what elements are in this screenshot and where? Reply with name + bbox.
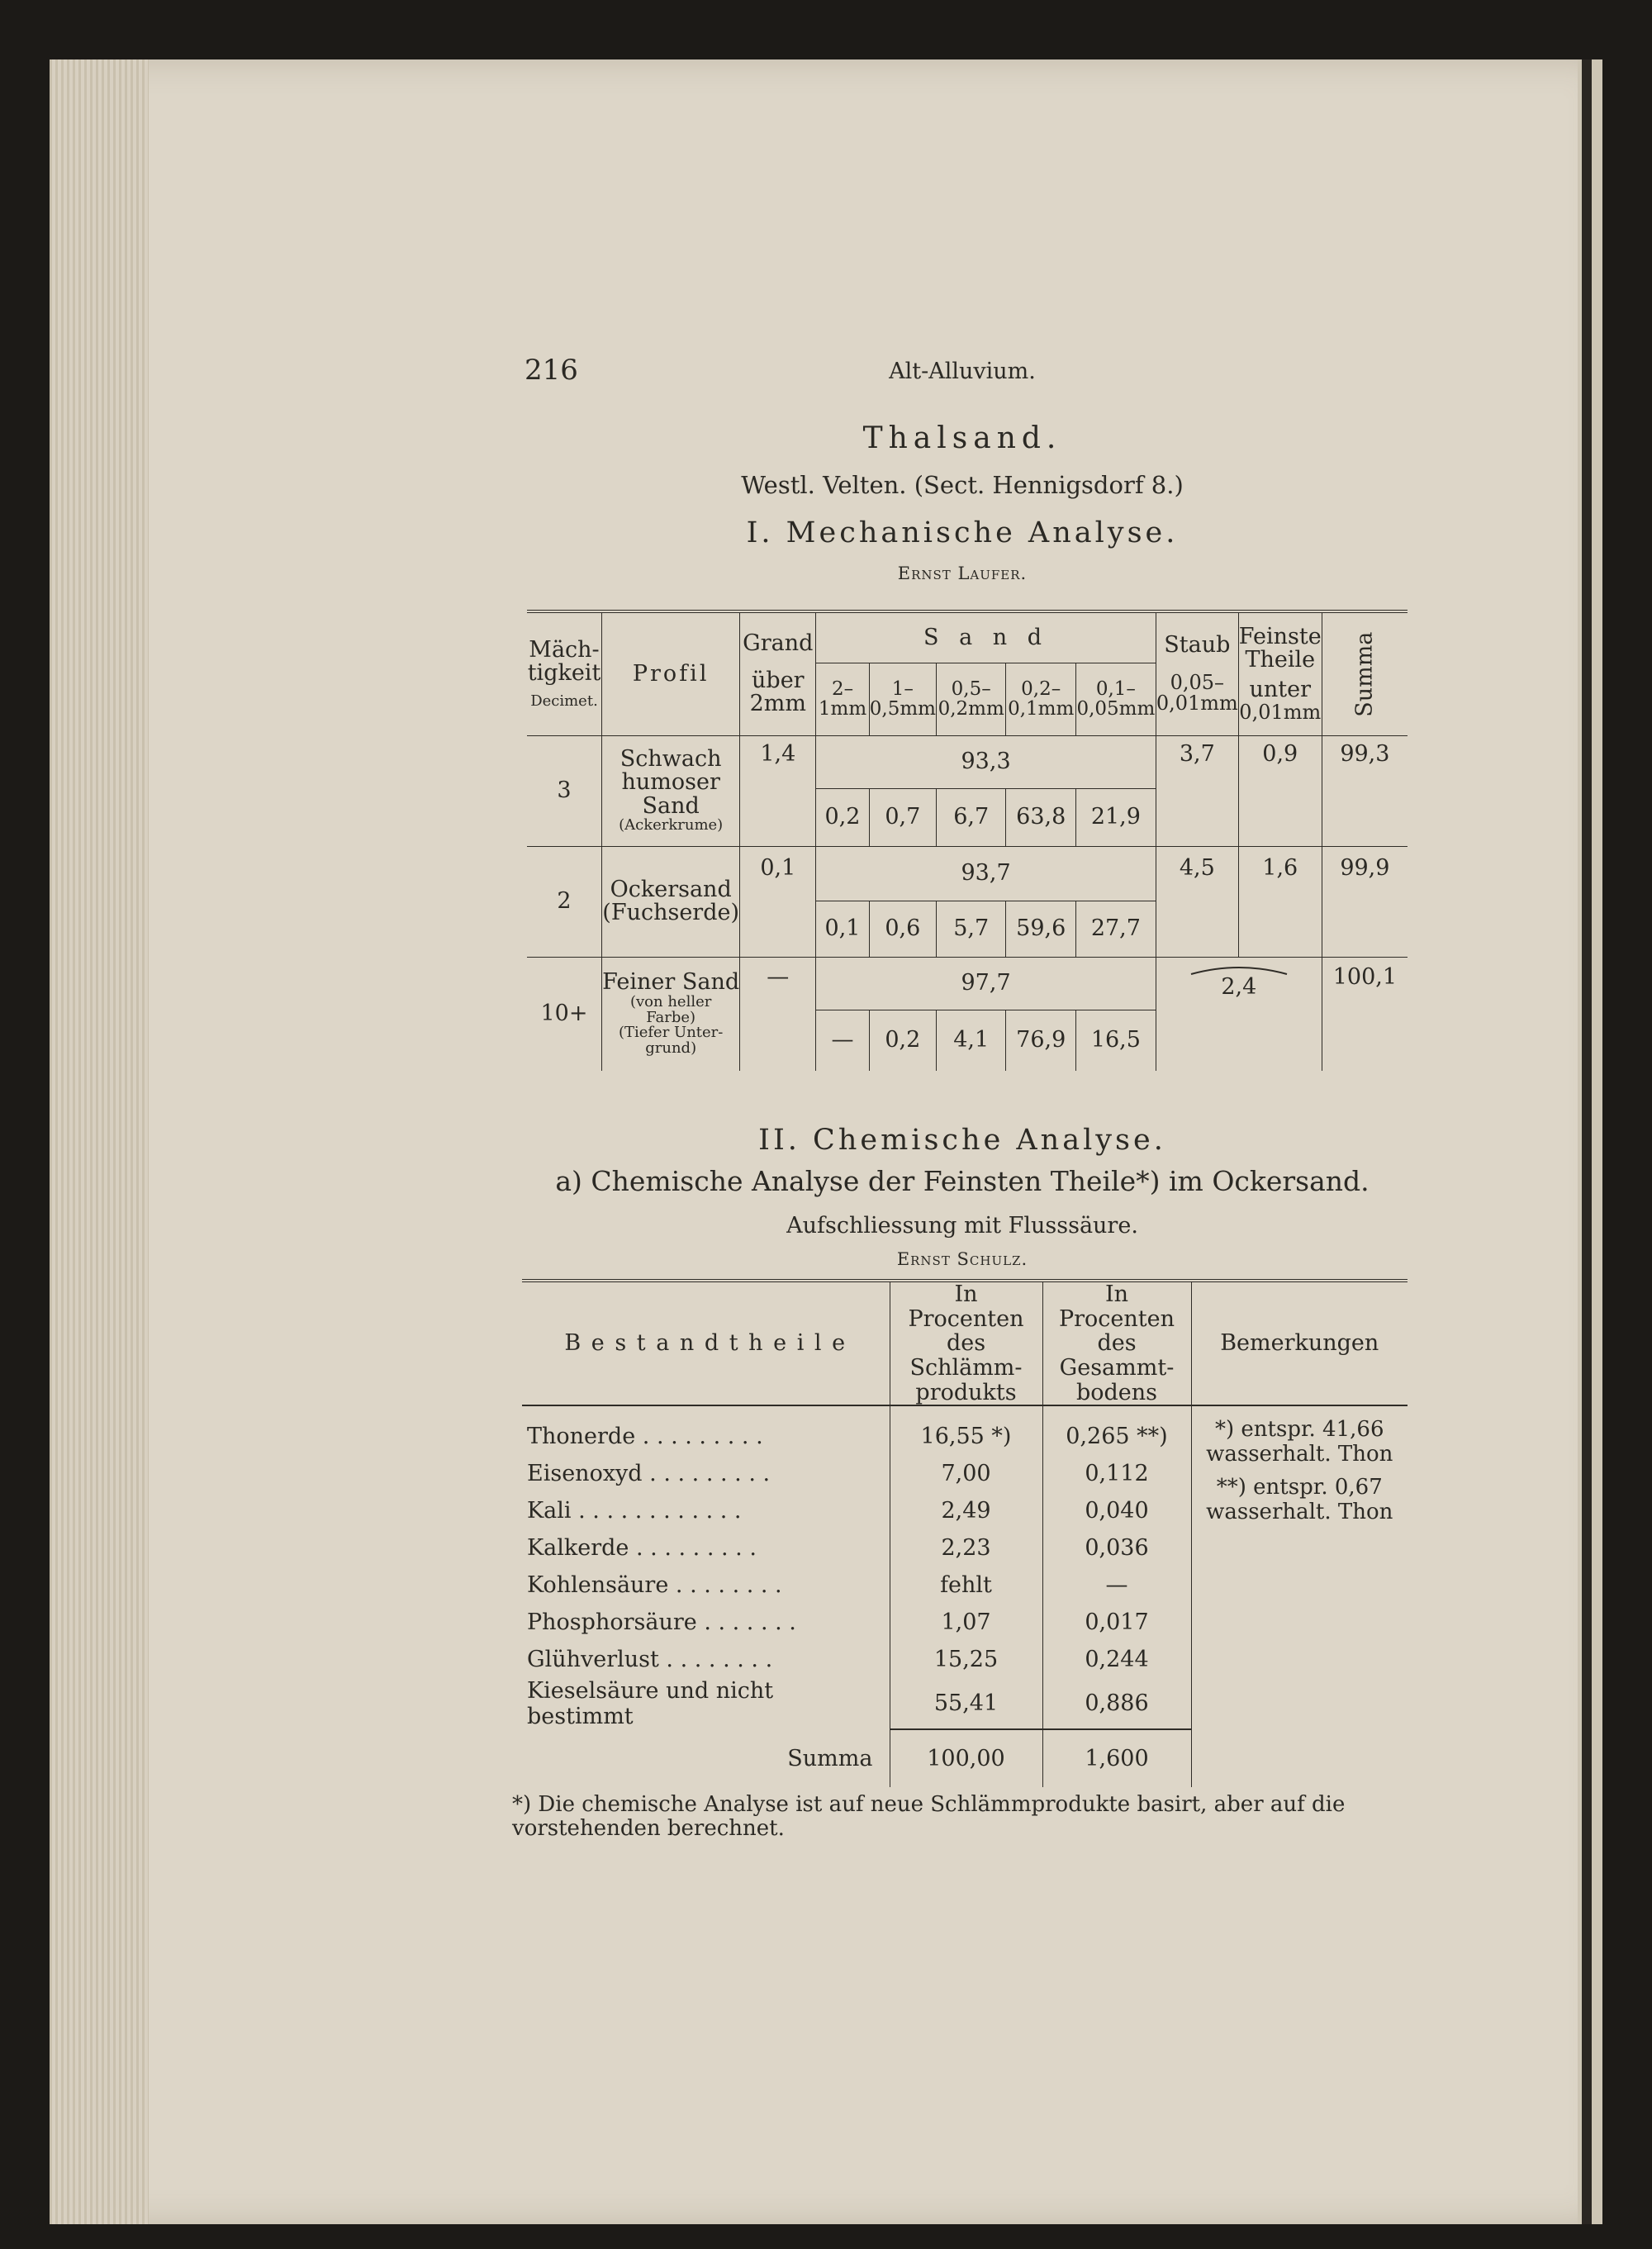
component-name: Kohlensäure . . . . . . . .	[527, 1572, 782, 1599]
sand-part-cell: 16,5	[1075, 1010, 1156, 1071]
header-text: bodens	[1075, 1379, 1158, 1405]
staub-feinste-cell	[1156, 957, 1322, 1071]
sand-col-header: 1–0,5mm	[869, 663, 936, 735]
value-cell: fehlt	[890, 1567, 1042, 1604]
header-unit: Decimet.	[530, 692, 598, 710]
table-row	[522, 1405, 1408, 1455]
header-text: In Procenten	[1058, 1281, 1175, 1332]
footnote: *) Die chemische Analyse ist auf neue Schlämmprodukte basirt, aber auf die vorstehenden berechnet.	[512, 1792, 1346, 1841]
header-text: In Procenten	[908, 1281, 1024, 1332]
component-name: Thonerde . . . . . . . . .	[527, 1424, 763, 1450]
sand-part-cell: 0,2	[869, 1010, 936, 1071]
component-name: Phosphorsäure . . . . . . .	[527, 1609, 796, 1636]
sand-part-cell: 59,6	[1006, 901, 1076, 957]
header-text: Feinste	[1238, 623, 1322, 649]
sand-part-cell: 6,7	[936, 788, 1006, 846]
remark-text: wasserhalt. Thon	[1206, 1442, 1393, 1467]
header-text: produkts	[915, 1379, 1017, 1405]
profile-cell	[602, 735, 740, 846]
chemical-analysis-table	[522, 1279, 1408, 1787]
sand-part-cell: 27,7	[1075, 901, 1156, 957]
profile-note: (von heller	[629, 992, 712, 1010]
remarks-header: Bemerkungen	[1191, 1281, 1408, 1405]
profile-text: Feiner Sand	[602, 969, 740, 996]
section-1-author: Ernst Laufer.	[897, 563, 1028, 583]
profile-note: (Ackerkrume)	[619, 816, 724, 834]
location-line: Westl. Velten. (Sect. Hennigsdorf 8.)	[741, 471, 1184, 499]
summa-cell: 100,1	[1322, 957, 1408, 1071]
value-cell: —	[1042, 1567, 1191, 1604]
table-row	[527, 735, 1408, 788]
running-title: Alt-Alluvium.	[889, 359, 1036, 384]
profile-text: humoser	[621, 769, 720, 796]
header-text: Grand	[743, 630, 814, 657]
header-text: über	[752, 667, 805, 693]
header-text: Mäch-	[529, 636, 600, 663]
sand-part-cell: 4,1	[936, 1010, 1006, 1071]
component-name: Kali . . . . . . . . . . . .	[527, 1498, 742, 1524]
sand-total-cell: 93,7	[816, 846, 1156, 901]
running-header	[512, 347, 1412, 388]
summa-header	[1322, 611, 1408, 735]
table-header-row	[527, 611, 1408, 663]
col1-header	[890, 1281, 1042, 1405]
sand-total-cell: 97,7	[816, 957, 1156, 1010]
header-text: des Schlämm-	[909, 1330, 1023, 1381]
staub-header	[1156, 611, 1238, 735]
header-text: des Gesammt-	[1059, 1330, 1175, 1381]
method-line: Aufschliessung mit Flusssäure.	[786, 1213, 1138, 1239]
value-cell: 0,112	[1042, 1455, 1191, 1492]
sand-part-cell: 63,8	[1006, 788, 1076, 846]
component-name: Glühverlust . . . . . . . .	[527, 1647, 773, 1673]
value-cell: 0,265 **)	[1042, 1405, 1191, 1455]
header-text: Summa	[1351, 631, 1378, 717]
summa-value: 100,00	[890, 1729, 1042, 1787]
value-cell: 7,00	[890, 1455, 1042, 1492]
sand-part-cell: —	[816, 1010, 869, 1071]
value-cell: 0,244	[1042, 1641, 1191, 1678]
header-text: Staub	[1164, 632, 1231, 659]
component-name: Eisenoxyd . . . . . . . . .	[527, 1461, 771, 1487]
sand-total-cell: 93,3	[816, 735, 1156, 788]
remark-text: *) entspr. 41,66	[1214, 1417, 1384, 1443]
table-header-row	[522, 1281, 1408, 1405]
thickness-cell: 10+	[527, 957, 602, 1071]
sand-part-cell: 0,1	[816, 901, 869, 957]
sand-part-cell: 0,6	[869, 901, 936, 957]
profile-text: Sand	[642, 792, 700, 819]
staub-feinste-value: 2,4	[1221, 973, 1257, 1000]
section-2-author: Ernst Schulz.	[896, 1249, 1028, 1269]
remarks-cell	[1191, 1405, 1408, 1787]
staub-cell: 3,7	[1156, 735, 1238, 846]
grand-cell: 0,1	[740, 846, 816, 957]
value-cell: 0,036	[1042, 1529, 1191, 1567]
thickness-cell: 3	[527, 735, 602, 846]
sand-col-header: 0,1–0,05mm	[1075, 663, 1156, 735]
feinste-cell: 1,6	[1238, 846, 1322, 957]
staub-cell: 4,5	[1156, 846, 1238, 957]
header-text: 0,05–0,01mm	[1156, 670, 1238, 715]
value-cell: 1,07	[890, 1604, 1042, 1641]
header-text: 0,01mm	[1239, 700, 1322, 724]
value-cell: 0,040	[1042, 1492, 1191, 1529]
profile-text: Ockersand	[610, 876, 732, 902]
summa-cell: 99,9	[1322, 846, 1408, 957]
grand-cell: —	[740, 957, 816, 1071]
section-2-subtitle: a) Chemische Analyse der Feinsten Theile*) im Ockersand.	[555, 1165, 1370, 1197]
profile-text: Schwach	[620, 746, 722, 773]
feinste-cell: 0,9	[1238, 735, 1322, 846]
page-edges	[50, 59, 149, 2224]
sand-header: S a n d	[816, 611, 1156, 663]
profile-cell	[602, 957, 740, 1071]
value-cell: 2,23	[890, 1529, 1042, 1567]
value-cell: 0,886	[1042, 1678, 1191, 1729]
value-cell: 0,017	[1042, 1604, 1191, 1641]
book-gutter	[1582, 59, 1592, 2224]
header-text: unter	[1249, 677, 1312, 703]
summa-label: Summa	[787, 1745, 873, 1771]
section-1-title: I. Mechanische Analyse.	[746, 516, 1179, 549]
thickness-header	[527, 611, 602, 735]
section-2-title: II. Chemische Analyse.	[758, 1124, 1166, 1157]
component-name: Kalkerde . . . . . . . . .	[527, 1535, 757, 1562]
grand-header	[740, 611, 816, 735]
profile-header: Profil	[602, 611, 740, 735]
profile-note: Farbe)	[646, 1008, 696, 1026]
thickness-cell: 2	[527, 846, 602, 957]
header-text: tigkeit	[527, 660, 601, 687]
sand-part-cell: 0,2	[816, 788, 869, 846]
sand-col-header: 2–1mm	[816, 663, 869, 735]
remark-text: **) entspr. 0,67	[1216, 1475, 1383, 1500]
feinste-header	[1238, 611, 1322, 735]
profile-note: (Tiefer Unter-	[618, 1024, 724, 1042]
component-name: Kieselsäure und nicht bestimmt	[527, 1678, 774, 1730]
table-row	[527, 957, 1408, 1010]
value-cell: 2,49	[890, 1492, 1042, 1529]
value-cell: 16,55 *)	[890, 1405, 1042, 1455]
value-cell: 15,25	[890, 1641, 1042, 1678]
grand-cell: 1,4	[740, 735, 816, 846]
header-text: Theile	[1245, 646, 1316, 673]
components-header: B e s t a n d t h e i l e	[522, 1281, 890, 1405]
sand-part-cell: 21,9	[1075, 788, 1156, 846]
summa-cell: 99,3	[1322, 735, 1408, 846]
page-number: 216	[525, 354, 578, 387]
sand-part-cell: 0,7	[869, 788, 936, 846]
col2-header	[1042, 1281, 1191, 1405]
page-title: Thalsand.	[862, 421, 1062, 455]
summa-value: 1,600	[1042, 1729, 1191, 1787]
sand-part-cell: 5,7	[936, 901, 1006, 957]
sand-part-cell: 76,9	[1006, 1010, 1076, 1071]
remark-text: wasserhalt. Thon	[1206, 1500, 1393, 1525]
sand-col-header: 0,2–0,1mm	[1006, 663, 1076, 735]
sand-col-header: 0,5–0,2mm	[936, 663, 1006, 735]
profile-note: grund)	[645, 1039, 697, 1058]
profile-text: (Fuchserde)	[602, 900, 740, 925]
header-text: 2mm	[749, 690, 806, 716]
value-cell: 55,41	[890, 1678, 1042, 1729]
mechanical-analysis-table	[527, 610, 1408, 1071]
table-row	[527, 846, 1408, 901]
profile-cell	[602, 846, 740, 957]
